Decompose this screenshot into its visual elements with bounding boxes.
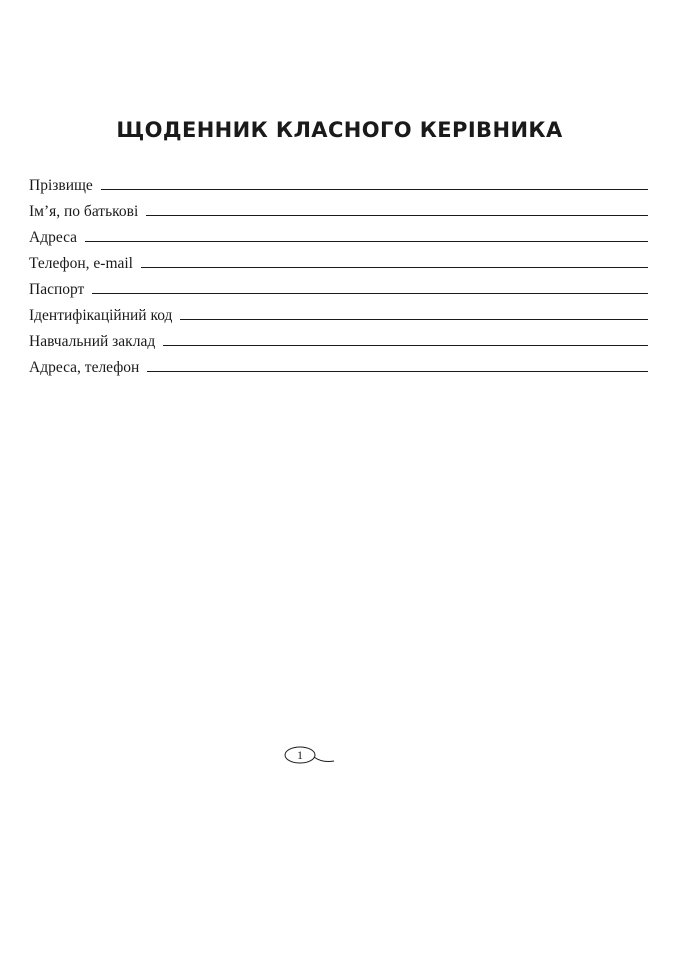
page-title: ЩОДЕННИК КЛАСНОГО КЕРІВНИКА bbox=[116, 118, 563, 142]
passport-blank-line[interactable] bbox=[92, 292, 648, 294]
name-patronymic-blank-line[interactable] bbox=[146, 214, 648, 216]
tax-id-blank-line[interactable] bbox=[180, 318, 648, 320]
passport-field bbox=[29, 272, 648, 298]
name-patronymic-label: Ім’я, по батькові bbox=[29, 203, 139, 220]
phone-email-field bbox=[29, 246, 648, 272]
address-field bbox=[29, 220, 648, 246]
name-patronymic-field bbox=[29, 194, 648, 220]
page-number: 1 bbox=[297, 748, 303, 762]
school-blank-line[interactable] bbox=[163, 344, 648, 346]
personal-info-form bbox=[29, 168, 648, 376]
school-address-phone-label: Адреса, телефон bbox=[29, 359, 140, 376]
school-label: Навчальний заклад bbox=[29, 333, 156, 350]
school-address-phone-blank-line[interactable] bbox=[147, 370, 648, 372]
surname-label: Прізвище bbox=[29, 177, 93, 194]
school-field bbox=[29, 324, 648, 350]
address-label: Адреса bbox=[29, 229, 78, 246]
phone-email-blank-line[interactable] bbox=[141, 266, 648, 268]
surname-blank-line[interactable] bbox=[101, 188, 648, 190]
tax-id-label: Ідентифікаційний код bbox=[29, 307, 173, 324]
phone-email-label: Телефон, e-mail bbox=[29, 255, 133, 272]
address-blank-line[interactable] bbox=[85, 240, 648, 242]
tax-id-field bbox=[29, 298, 648, 324]
passport-label: Паспорт bbox=[29, 281, 85, 298]
surname-field bbox=[29, 168, 648, 194]
school-address-phone-field bbox=[29, 350, 648, 376]
